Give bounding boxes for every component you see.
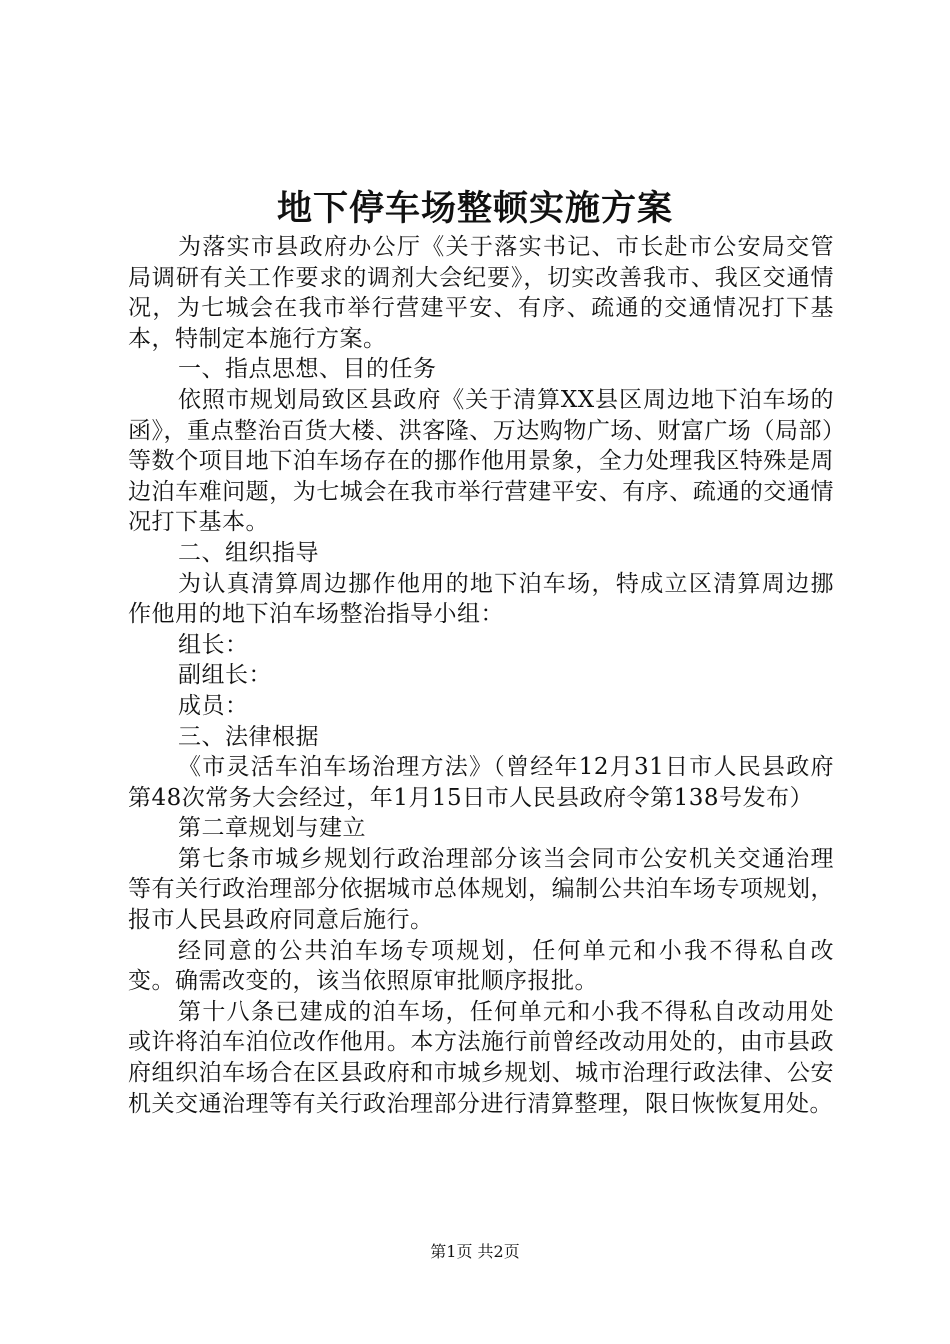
paragraph-group-setup: 为认真清算周边挪作他用的地下泊车场，特成立区清算周边挪作他用的地下泊车场整治指导小组：: [128, 570, 834, 628]
page-footer: 第1页 共2页: [430, 1242, 520, 1261]
paragraph-article-18: 第十八条已建成的泊车场，任何单元和小我不得私自改动用处或许将泊车泊位改作他用。本方法施行前曾经改动用处的，由市县政府组织泊车场合在区县政府和市城乡规划、城市治理行政法律、公安机关交通治理等有关行政治理部分进行清算整理，限日恢恢复用处。: [128, 998, 834, 1117]
chapter-heading: 第二章规划与建立: [178, 815, 366, 842]
paragraph-plan-change: 经同意的公共泊车场专项规划，任何单元和小我不得私自改变。确需改变的，该当依照原审批顺序报批。: [128, 937, 834, 995]
document-body: [128, 232, 834, 1119]
paragraph-intro: 为落实市县政府办公厅《关于落实书记、市长赴市公安局交管局调研有关工作要求的调剂大会纪要》，切实改善我市、我区交通情况，为七城会在我市举行营建平安、有序、疏通的交通情况打下基本，特制定本施行方案。: [128, 234, 834, 352]
section-heading-organization: 二、组织指导: [178, 539, 319, 566]
list-item-deputy-leader: 副组长：: [178, 662, 272, 689]
paragraph-basis: 依照市规划局致区县政府《关于清算XX县区周边地下泊车场的函》，重点整治百货大楼、洪客隆、万达购物广场、财富广场（局部）等数个项目地下泊车场存在的挪作他用景象，全力处理我区特殊是周边泊车难问题，为七城会在我市举行营建平安、有序、疏通的交通情况打下基本。: [128, 386, 834, 536]
list-item-members: 成员：: [178, 692, 249, 719]
section-heading-legal-basis: 三、法律根据: [178, 723, 319, 750]
list-item-group-leader: 组长：: [178, 631, 249, 658]
document-title: 地下停车场整顿实施方案: [276, 188, 673, 229]
section-heading-guiding-thought: 一、指点思想、目的任务: [178, 356, 437, 383]
paragraph-regulation-reference: 《市灵活车泊车场治理方法》（曾经年12月31日市人民县政府第48次常务大会经过，年1月15日市人民县政府令第138号发布）: [128, 754, 834, 811]
paragraph-article-7: 第七条市城乡规划行政治理部分该当会同市公安机关交通治理等有关行政治理部分依据城市总体规划，编制公共泊车场专项规划，报市人民县政府同意后施行。: [128, 845, 834, 934]
